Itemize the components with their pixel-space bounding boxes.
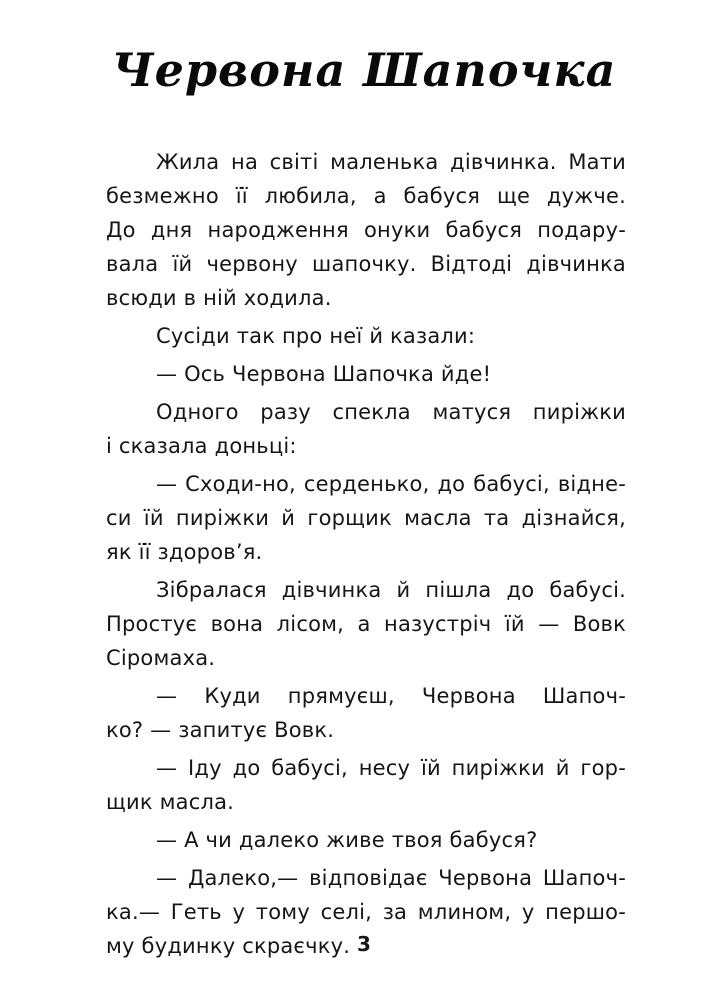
text-line: Одного разу спекла матуся пиріжки — [156, 400, 626, 424]
text-line: Жила на світі маленька дівчинка. Мати — [156, 150, 626, 174]
text-line: і сказала доньці: — [106, 434, 297, 458]
text-line: як її здоров’я. — [106, 540, 263, 564]
text-line: — Іду до бабусі, несу їй пиріжки й гор- — [156, 756, 626, 780]
text-line: — Сходи-но, серденько, до бабусі, відне- — [156, 472, 626, 496]
text-line: — Далеко,— відповідає Червона Шапоч- — [156, 866, 626, 890]
text-line: ка.— Геть у тому селі, за млином, у першо- — [106, 900, 626, 924]
text-line: Простує вона лісом, а назустріч їй — Вовк — [106, 612, 626, 636]
page-title: Червона Шапочка — [111, 43, 617, 97]
text-line: До дня народження онуки бабуся подару- — [106, 218, 626, 242]
text-line: Зібралася дівчинка й пішла до бабусі. — [156, 578, 626, 602]
text-line: Сіромаха. — [106, 646, 216, 670]
text-line: всюди в ній ходила. — [106, 286, 332, 310]
text-line: — Ось Червона Шапочка йде! — [156, 362, 492, 386]
text-line: си їй пиріжки й горщик масла та дізнайся, — [106, 506, 626, 530]
text-line: — А чи далеко живе твоя бабуся? — [156, 828, 538, 852]
text-line: ко? — запитує Вовк. — [106, 718, 335, 742]
text-line: — Куди прямуєш, Червона Шапоч- — [156, 684, 626, 708]
text-line: безмежно її любила, а бабуся ще дужче. — [106, 184, 626, 208]
story-text — [106, 145, 626, 963]
text-line: му будинку скраєчку. — [106, 934, 351, 958]
text-line: вала їй червону шапочку. Відтоді дівчинка — [106, 252, 626, 276]
page-number: 3 — [357, 932, 371, 956]
text-line: щик масла. — [106, 790, 235, 814]
text-line: Сусіди так про неї й казали: — [156, 324, 476, 348]
